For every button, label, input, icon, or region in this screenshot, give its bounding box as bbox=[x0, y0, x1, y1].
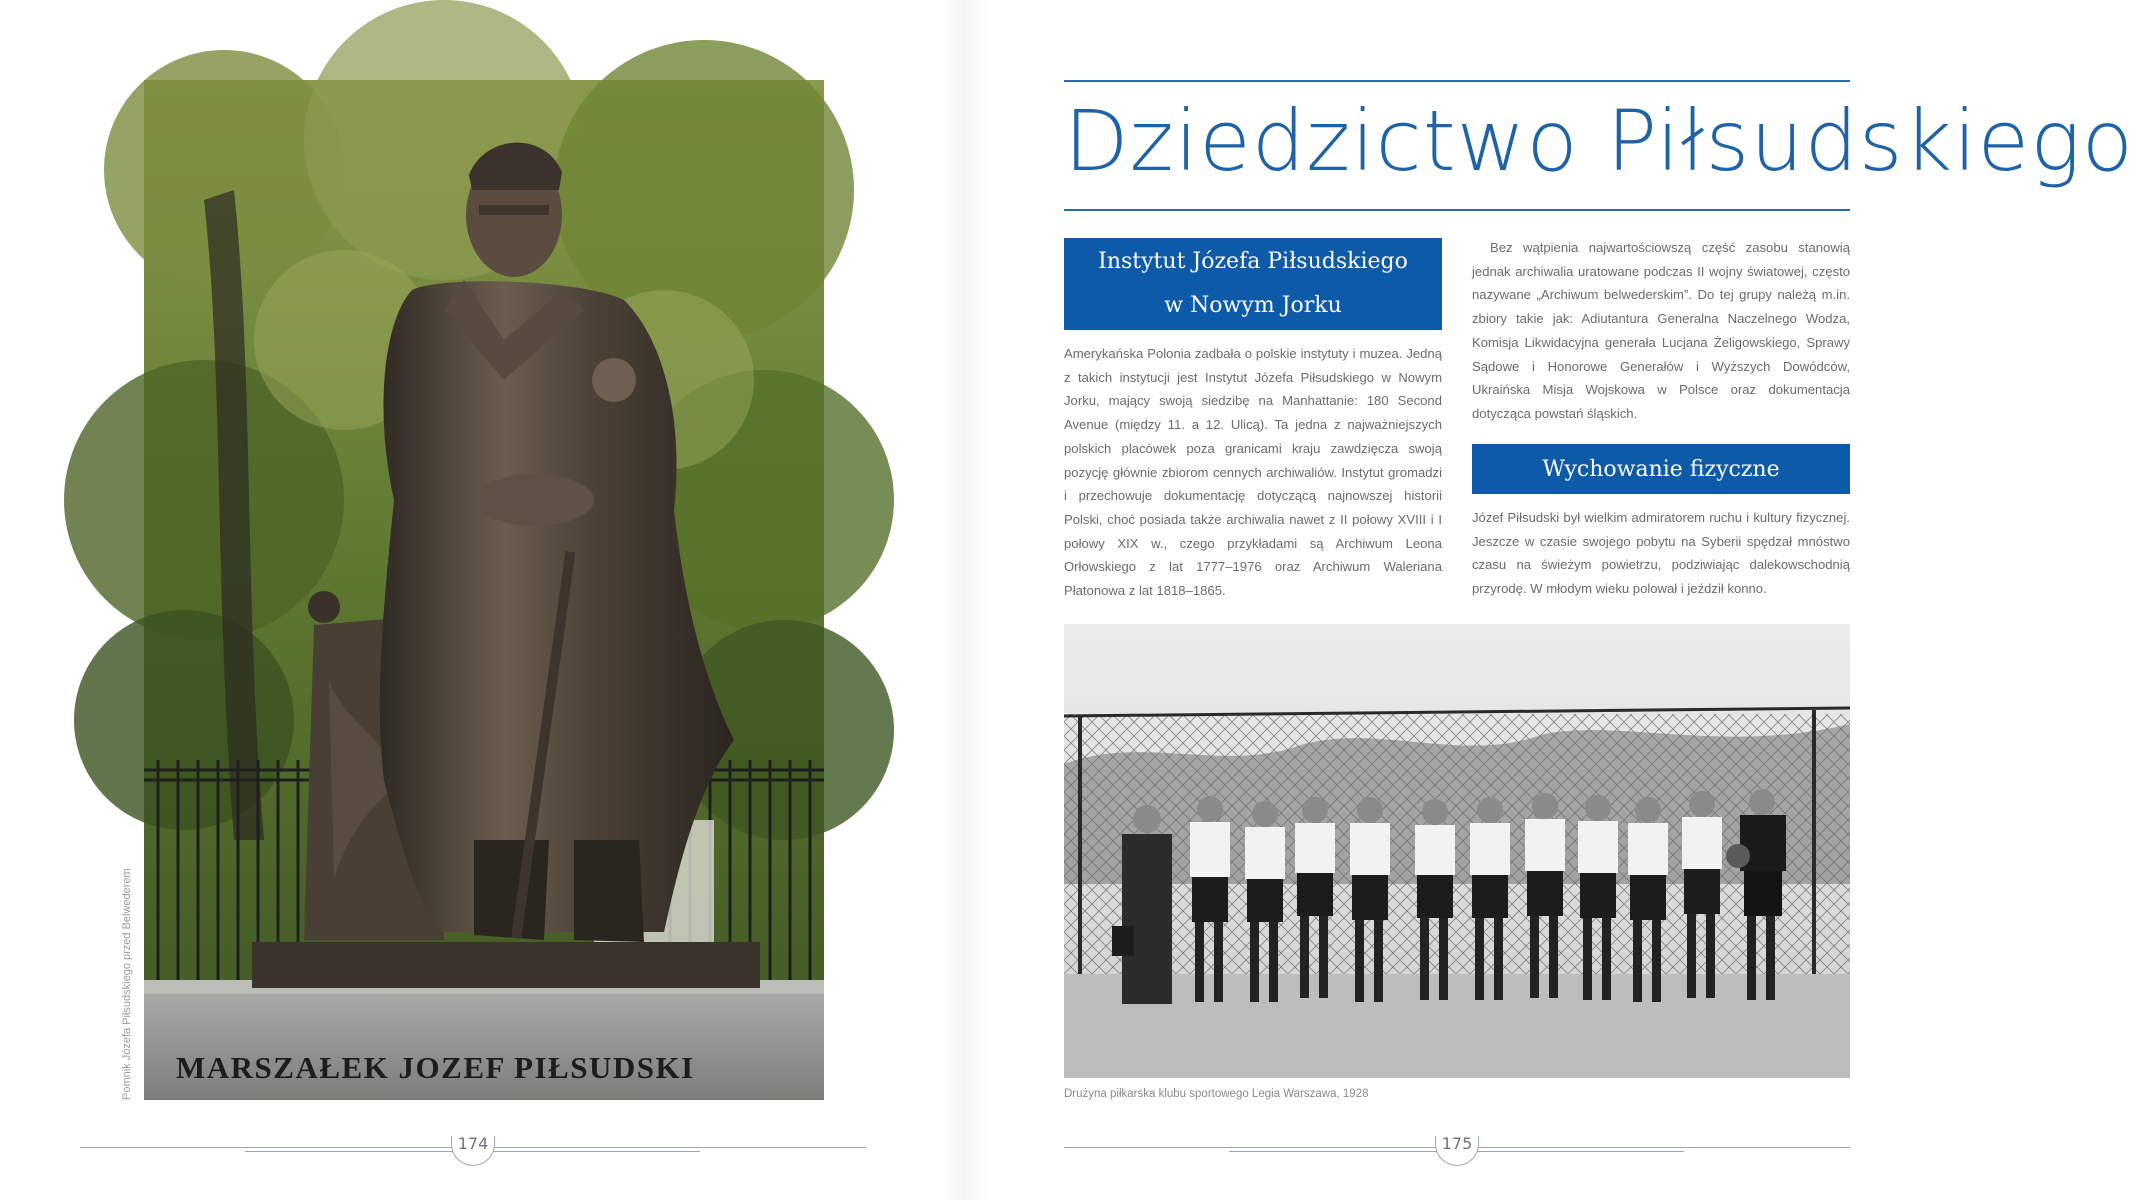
right-page-number: 175 bbox=[1441, 1134, 1473, 1153]
section-body-physical-education: Józef Piłsudski był wielkim admiratorem ruchu i kultury fizycznej. Jeszcze w czasie swojego pobytu na Syberii spędzał mnóstwo czasu na świeżym powietrzu, podziwiając dalekowschodnią przyrodę. W młodym wieku polował i jeździł konno. bbox=[1472, 510, 1850, 597]
left-page-number-ornament bbox=[80, 1130, 866, 1170]
team-photo-illustration bbox=[1064, 624, 1850, 1078]
statue-photo-caption: Pomnik Józefa Piłsudskiego przed Belwederem bbox=[121, 868, 133, 1100]
section-heading-physical-education bbox=[1472, 444, 1850, 494]
statue-photo bbox=[144, 80, 824, 1100]
section-heading-physical-education-label: Wychowanie fizyczne bbox=[1542, 456, 1780, 482]
section-body-archives: Bez wątpienia najwartościowszą część zasobu stanowią jednak archiwalia uratowane podczas II wojny światowej, często nazywane „Archiwum belwederskim”. Do tej grupy należą m.in. zbiory takie jak: Adiutantura Generalna Naczelnego Wodza, Komisja Likwidacyjna generała Lucjana Żeligowskiego, Sprawy Sądowe i Honorowe Generałów i Wyższych Dowódców, Ukraińska Misja Wojskowa w Polsce oraz dokumentacja dotycząca powstań śląskich. bbox=[1472, 240, 1850, 421]
section-body-institute: Amerykańska Polonia zadbała o polskie instytuty i muzea. Jedną z takich instytucji jest Instytut Józefa Piłsudskiego w Nowym Jorku, mający swoją siedzibę na Manhattanie: 180 Second Avenue (między 11. a 12. Ulicą). Ta jedna z najważniejszych polskich placówek poza granicami kraju zawdzięcza swoją pozycję głównie zbiorom cennych archiwaliów. Instytut gromadzi i przechowuje dokumentację dotyczącą najnowszej historii Polski, choć posiada także archiwalia nawet z II połowy XVIII i I połowy XIX w., czego przykładami są Archiwum Leona Orłowskiego z lat 1777–1976 oraz Archiwum Waleriana Płatonowa z lat 1818–1865. bbox=[1064, 346, 1442, 599]
left-page-number: 174 bbox=[457, 1134, 489, 1153]
right-page-number-ornament bbox=[1064, 1130, 1850, 1170]
pedestal-engraving: MARSZAŁEK JOZEF PIŁSUDSKI bbox=[176, 1050, 695, 1085]
page-gutter bbox=[940, 0, 988, 1200]
statue-illustration bbox=[144, 80, 824, 1100]
page-title: Dziedzictwo Piłsudskiego bbox=[1064, 92, 2134, 190]
section-heading-institute bbox=[1064, 238, 1442, 330]
title-rule-bottom bbox=[1064, 209, 1850, 211]
team-photo-caption: Drużyna piłkarska klubu sportowego Legia Warszawa, 1928 bbox=[1064, 1088, 1369, 1100]
title-rule-top bbox=[1064, 80, 1850, 82]
section-heading-institute-line2: w Nowym Jorku bbox=[1164, 293, 1342, 318]
team-photo bbox=[1064, 624, 1850, 1078]
section-heading-institute-line1: Instytut Józefa Piłsudskiego bbox=[1098, 249, 1408, 274]
